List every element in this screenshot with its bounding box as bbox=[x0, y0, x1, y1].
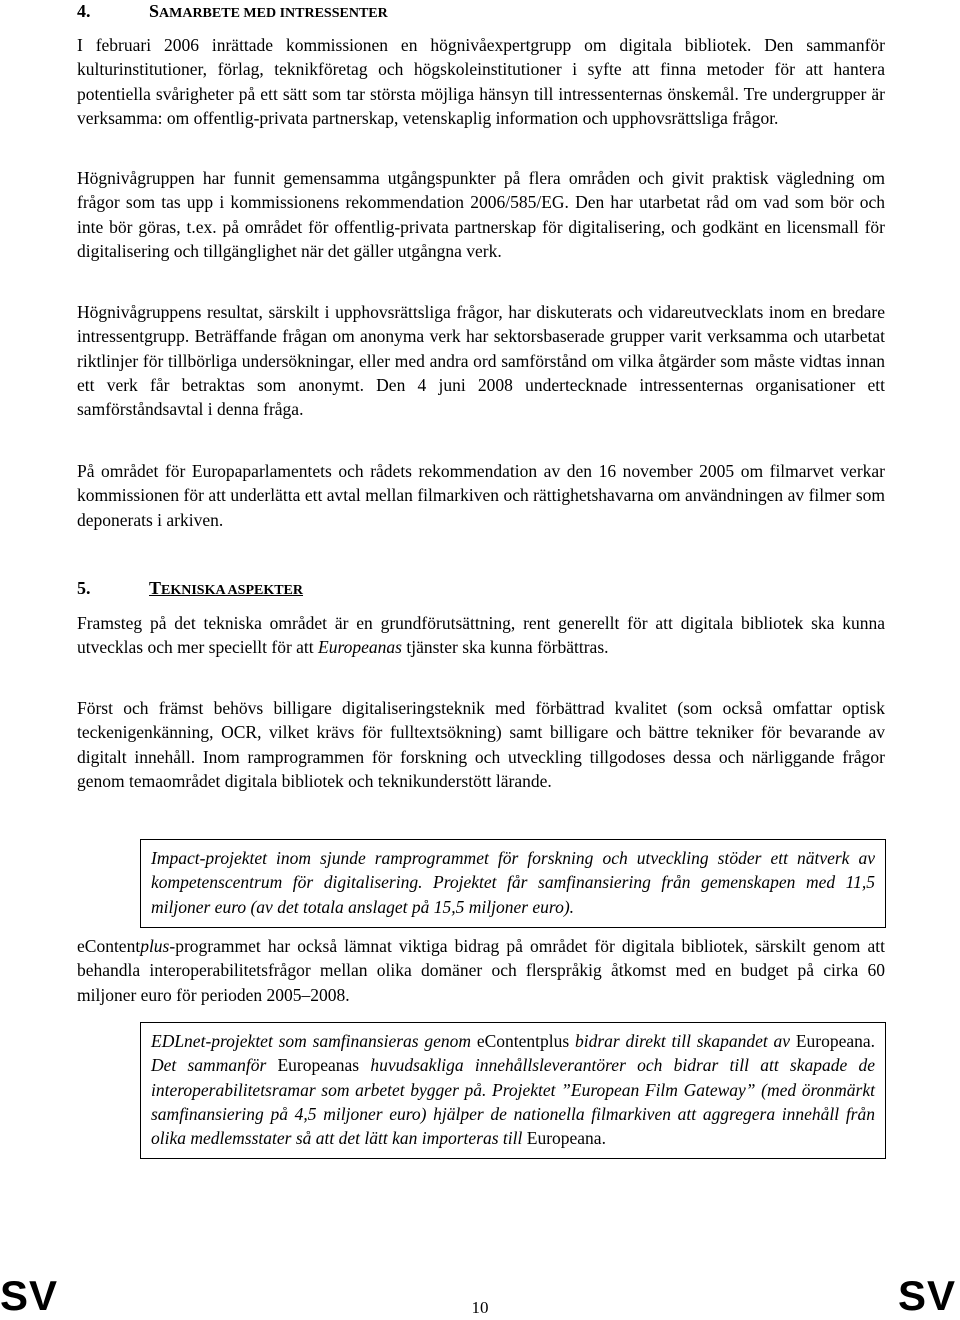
section-4-title-rest: AMARBETE MED INTRESSENTER bbox=[159, 6, 388, 21]
paragraph-5-1-before: Framsteg på det tekniska området är en grundförutsättning, rent generellt för att digitala bibliotek ska kunna utvecklas och mer speciellt för att bbox=[77, 613, 885, 658]
edlnet-text-8: Europeana. bbox=[526, 1128, 606, 1149]
paragraph-5-1 bbox=[77, 611, 885, 660]
section-5-heading bbox=[77, 577, 303, 602]
language-code-right: SV bbox=[897, 1272, 956, 1319]
edlnet-text-7: huvudsakliga innehållsleverantörer och bidrar till att skapade de interoperabilitetsramar som arbetet bygger på. Projektet ”European Film Gateway” (med öronmärkt samfinansiering på 4,5 miljoner euro) hjälper de nationella filmarkiven att aggregera innehåll från olika medlemsstater så att det lätt kan importeras till bbox=[151, 1055, 876, 1149]
impact-project-box bbox=[140, 839, 886, 928]
language-code-left: SV bbox=[0, 1272, 59, 1319]
paragraph-5-3-rest: -programmet har också lämnat viktiga bidrag på området för digitala bibliotek, särskilt genom att behandla interoperabilitetsfrågor mellan olika domäner och flerspråkig åtkomst med en budget på cirka 60 miljoner euro för perioden 2005–2008. bbox=[77, 936, 885, 1005]
edlnet-text-3: bidrar direkt till skapandet av bbox=[569, 1031, 796, 1051]
paragraph-4-2: Högnivågruppen har funnit gemensamma utgångspunkter på flera områden och givit praktisk vägledning om frågor som tas upp i kommissionens rekommendation 2006/585/EG. Den har utarbetat råd om vad som bör och inte bör göras, t.ex. på området för offentlig-privata partnerskap för digitalisering, och godkänt en licensmall för digitalisering och tillgänglighet när det gäller utgångna verk. bbox=[77, 168, 885, 261]
page-number: 10 bbox=[471, 1298, 489, 1317]
section-4-heading bbox=[77, 0, 388, 25]
edlnet-project-text bbox=[151, 1029, 875, 1150]
paragraph-4-1: I februari 2006 inrättade kommissionen en högnivåexpertgrupp om digitala bibliotek. Den sammanför kulturinstitutioner, förlag, teknikföretag och högskoleinstitutioner i syfte att finna metoder för att hantera potentiella svårigheter på ett sätt som tar största möjliga hänsyn till intressenternas önskemål. Tre undergrupper är verksamma: om offentlig-privata partnerskap, vetenskaplig information och upphovsrättsliga frågor. bbox=[77, 35, 885, 128]
paragraph-4-3: Högnivågruppens resultat, särskilt i upphovsrättsliga frågor, har diskuterats och vidareutvecklats inom en bredare intressentgrupp. Beträffande frågan om anonyma verk har sektorsbaserade grupper varit verksamma och utarbetat riktlinjer för tillbörliga undersökningar, eller med andra ord samförstånd om vilka åtgärder som måste vidtas innan ett verk får betraktas som anonymt. Den 4 juni 2008 undertecknade intressenternas organisationer ett samförståndsavtal i denna fråga. bbox=[77, 302, 885, 420]
section-5-title-rest: EKNISKA ASPEKTER bbox=[161, 583, 304, 598]
section-4-title-initial: S bbox=[149, 1, 160, 21]
edlnet-text-2: eContentplus bbox=[476, 1031, 570, 1051]
paragraph-5-1-after: tjänster ska kunna förbättras. bbox=[401, 637, 609, 658]
paragraph-5-2: Först och främst behövs billigare digitaliseringsteknik med förbättrad kvalitet (som också omfattar optisk teckenigenkänning, OCR, vilket krävs för fulltextsökning) samt billigare och bättre tekniker för bevarande av digitalt innehåll. Inom ramprogrammen för forskning och utveckling tillgodoses dessa och närliggande frågor genom temaområdet digitala bibliotek och teknikunderstött lärande. bbox=[77, 698, 885, 791]
europeanas-term: Europeanas bbox=[318, 637, 402, 658]
section-5-title-initial: T bbox=[149, 578, 162, 598]
edlnet-text-6: Europeanas bbox=[277, 1055, 360, 1076]
edlnet-text-4: Europeana. bbox=[795, 1031, 876, 1051]
edlnet-text-1: EDLnet-projektet som samfinansieras genom bbox=[151, 1031, 477, 1051]
econtent-plus: plus bbox=[140, 936, 170, 956]
edlnet-project-box bbox=[140, 1022, 886, 1159]
paragraph-4-4: På området för Europaparlamentets och rådets rekommendation av den 16 november 2005 om filmarvet verkar kommissionen för att underlätta ett avtal mellan filmarkiven och rättighetshavarna om användningen av filmer som deponerats i arkiven. bbox=[77, 461, 885, 530]
section-4-number: 4. bbox=[77, 1, 91, 21]
section-5-number: 5. bbox=[77, 578, 91, 598]
impact-project-text: Impact-projektet inom sjunde ramprogrammet för forskning och utveckling stöder ett nätverk av kompetenscentrum för digitalisering. Projektet får samfinansiering från gemenskapen med 11,5 miljoner euro (av det totala anslaget på 15,5 miljoner euro). bbox=[151, 848, 875, 917]
edlnet-text-5: Det sammanför bbox=[151, 1055, 278, 1076]
paragraph-5-3 bbox=[77, 934, 885, 1007]
econtent-prefix: eContent bbox=[77, 936, 141, 956]
